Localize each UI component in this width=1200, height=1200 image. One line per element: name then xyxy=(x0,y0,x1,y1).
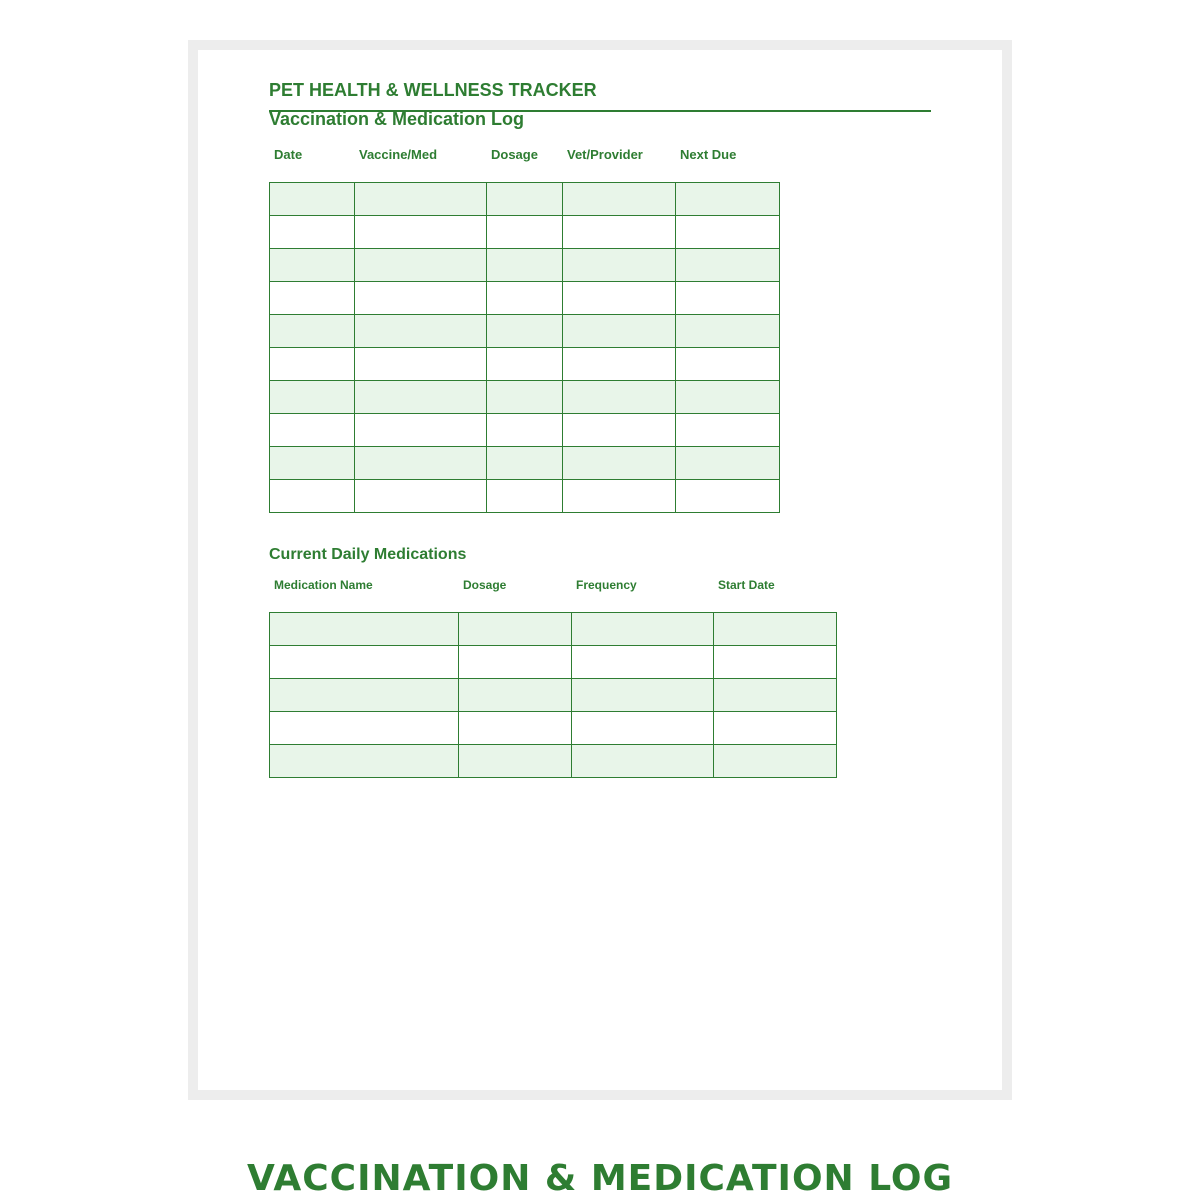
vaccination-log-cell[interactable] xyxy=(355,183,487,216)
daily-medications-table xyxy=(269,612,837,778)
medication-row xyxy=(270,712,837,745)
vaccination-log-row xyxy=(270,315,780,348)
vaccination-log-cell[interactable] xyxy=(676,216,780,249)
meds-col-start-date: Start Date xyxy=(718,578,775,592)
medication-cell[interactable] xyxy=(270,745,459,778)
footer-caption: VACCINATION & MEDICATION LOG xyxy=(246,1158,954,1199)
vaccination-log-cell[interactable] xyxy=(270,447,355,480)
vaccination-log-row xyxy=(270,480,780,513)
medication-cell[interactable] xyxy=(270,646,459,679)
vaccination-log-cell[interactable] xyxy=(487,315,563,348)
vaccination-log-cell[interactable] xyxy=(355,282,487,315)
vaccination-log-cell[interactable] xyxy=(563,414,676,447)
vaccination-log-cell[interactable] xyxy=(355,348,487,381)
vaccination-log-row xyxy=(270,381,780,414)
vaccination-log-cell[interactable] xyxy=(487,480,563,513)
vaccination-log-row xyxy=(270,348,780,381)
vaccination-log-cell[interactable] xyxy=(676,480,780,513)
vaccination-log-cell[interactable] xyxy=(487,183,563,216)
medications-title: Current Daily Medications xyxy=(269,546,467,563)
vaccination-log-cell[interactable] xyxy=(563,348,676,381)
medication-cell[interactable] xyxy=(572,646,714,679)
medication-row xyxy=(270,679,837,712)
medication-cell[interactable] xyxy=(459,712,572,745)
medication-cell[interactable] xyxy=(572,712,714,745)
medication-cell[interactable] xyxy=(459,679,572,712)
vaccination-log-row xyxy=(270,414,780,447)
vaccination-log-cell[interactable] xyxy=(355,249,487,282)
medication-cell[interactable] xyxy=(270,712,459,745)
vaccination-log-row xyxy=(270,282,780,315)
medication-cell[interactable] xyxy=(714,712,837,745)
medication-cell[interactable] xyxy=(714,646,837,679)
medication-row xyxy=(270,613,837,646)
vaccination-log-cell[interactable] xyxy=(676,447,780,480)
vacc-col-date: Date xyxy=(274,147,303,162)
section-title: Vaccination & Medication Log xyxy=(269,109,525,129)
vaccination-log-cell[interactable] xyxy=(270,249,355,282)
vaccination-log-cell[interactable] xyxy=(676,282,780,315)
vaccination-log-cell[interactable] xyxy=(270,348,355,381)
vaccination-log-cell[interactable] xyxy=(487,414,563,447)
vaccination-log-cell[interactable] xyxy=(270,315,355,348)
vaccination-log-row xyxy=(270,216,780,249)
vaccination-log-cell[interactable] xyxy=(563,282,676,315)
vaccination-log-cell[interactable] xyxy=(270,216,355,249)
medication-row xyxy=(270,745,837,778)
vacc-col-provider: Vet/Provider xyxy=(567,147,643,162)
document-title: PET HEALTH & WELLNESS TRACKER xyxy=(269,80,597,100)
vaccination-log-cell[interactable] xyxy=(487,447,563,480)
vaccination-log-cell[interactable] xyxy=(355,381,487,414)
vaccination-log-cell[interactable] xyxy=(487,282,563,315)
medication-row xyxy=(270,646,837,679)
medication-cell[interactable] xyxy=(714,745,837,778)
vaccination-log-cell[interactable] xyxy=(270,381,355,414)
vaccination-log-cell[interactable] xyxy=(563,249,676,282)
vaccination-log-cell[interactable] xyxy=(270,282,355,315)
medication-cell[interactable] xyxy=(270,679,459,712)
medication-cell[interactable] xyxy=(459,745,572,778)
medication-cell[interactable] xyxy=(459,613,572,646)
vaccination-log-row xyxy=(270,447,780,480)
vaccination-log-cell[interactable] xyxy=(355,414,487,447)
vaccination-log-cell[interactable] xyxy=(676,249,780,282)
medication-cell[interactable] xyxy=(270,613,459,646)
medication-cell[interactable] xyxy=(459,646,572,679)
vacc-col-vaccine: Vaccine/Med xyxy=(359,147,438,162)
vaccination-log-cell[interactable] xyxy=(487,381,563,414)
vaccination-log-cell[interactable] xyxy=(355,480,487,513)
medication-cell[interactable] xyxy=(572,745,714,778)
vaccination-log-table xyxy=(269,182,780,513)
medication-cell[interactable] xyxy=(572,679,714,712)
vaccination-log-row xyxy=(270,183,780,216)
meds-col-dosage: Dosage xyxy=(463,578,507,592)
medication-cell[interactable] xyxy=(714,613,837,646)
vaccination-log-row xyxy=(270,249,780,282)
vaccination-log-cell[interactable] xyxy=(676,414,780,447)
vaccination-log-cell[interactable] xyxy=(487,249,563,282)
vaccination-log-cell[interactable] xyxy=(563,315,676,348)
vaccination-log-cell[interactable] xyxy=(563,480,676,513)
vaccination-log-cell[interactable] xyxy=(563,447,676,480)
vaccination-log-cell[interactable] xyxy=(270,414,355,447)
vacc-col-dosage: Dosage xyxy=(491,147,538,162)
vaccination-log-cell[interactable] xyxy=(676,315,780,348)
vaccination-log-cell[interactable] xyxy=(563,216,676,249)
vaccination-log-cell[interactable] xyxy=(563,381,676,414)
medication-cell[interactable] xyxy=(714,679,837,712)
vaccination-log-cell[interactable] xyxy=(676,381,780,414)
meds-col-frequency: Frequency xyxy=(576,578,637,592)
vaccination-log-cell[interactable] xyxy=(270,480,355,513)
vaccination-log-cell[interactable] xyxy=(355,447,487,480)
medication-cell[interactable] xyxy=(572,613,714,646)
meds-col-name: Medication Name xyxy=(274,578,373,592)
vaccination-log-cell[interactable] xyxy=(676,183,780,216)
vaccination-log-cell[interactable] xyxy=(355,315,487,348)
vaccination-log-cell[interactable] xyxy=(487,348,563,381)
vaccination-log-cell[interactable] xyxy=(563,183,676,216)
vaccination-log-cell[interactable] xyxy=(487,216,563,249)
vacc-col-next-due: Next Due xyxy=(680,147,737,162)
vaccination-log-cell[interactable] xyxy=(270,183,355,216)
vaccination-log-cell[interactable] xyxy=(355,216,487,249)
vaccination-log-cell[interactable] xyxy=(676,348,780,381)
